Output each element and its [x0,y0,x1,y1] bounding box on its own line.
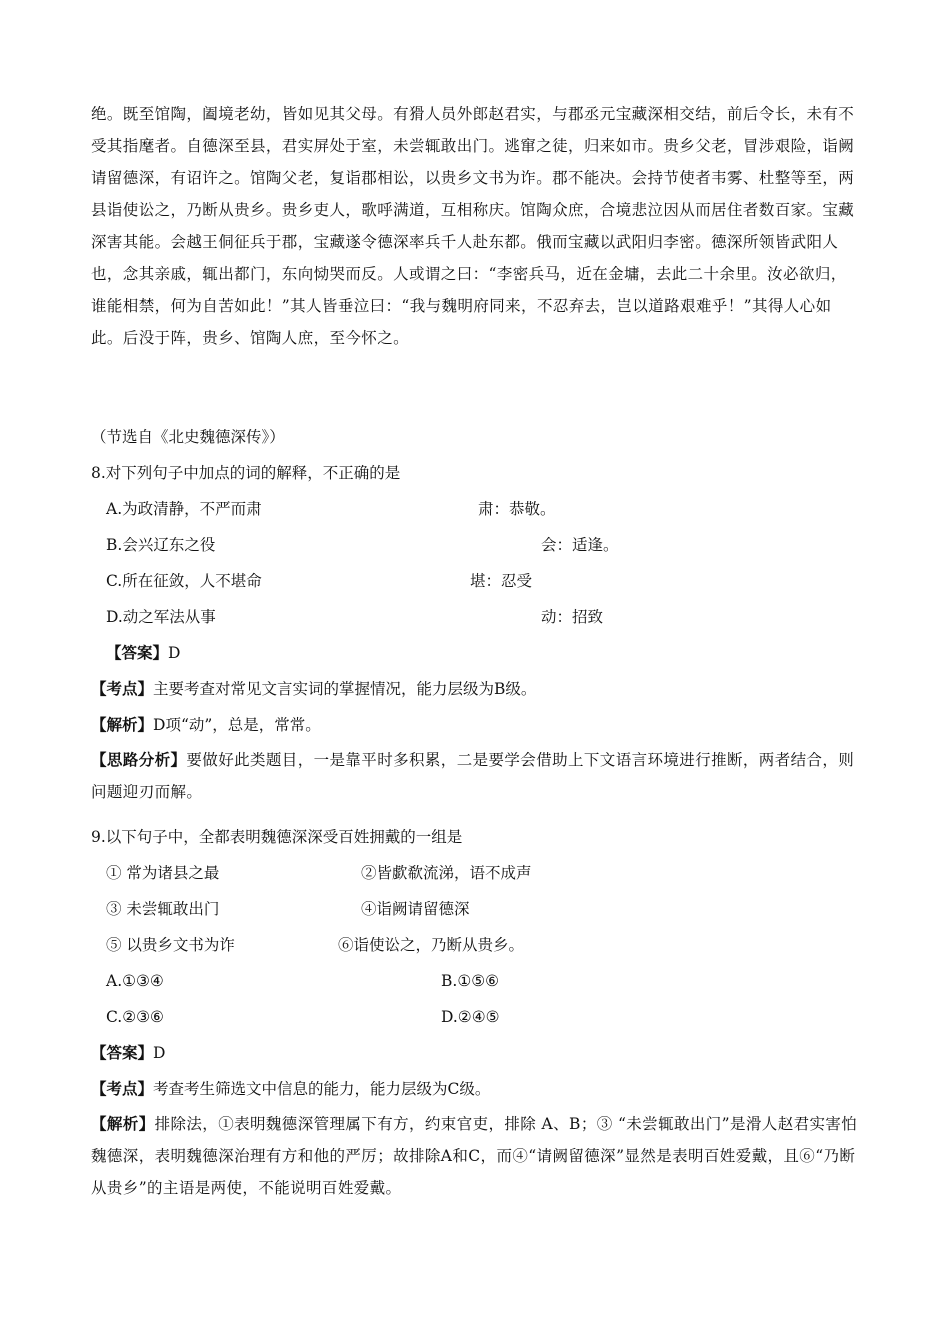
q8-thinking [91,744,861,808]
q8-point [91,679,536,699]
q9-point [91,1079,490,1099]
answer-value: D [168,644,181,662]
q9-item-2: ②皆歔欷流涕，语不成声 [361,864,532,882]
q8-option-d: D.动之军法从事 [106,608,216,626]
q9-stem: 9.以下句子中，全都表明魏德深深受百姓拥戴的一组是 [91,828,463,846]
q9-choice-b: B.①⑤⑥ [441,972,500,990]
q9-choice-d: D.②④⑤ [441,1008,500,1026]
q8-option-d-gloss: 动：招致 [541,608,604,626]
point-text: 考查考生筛选文中信息的能力，能力层级为C级。 [153,1080,491,1098]
point-text: 主要考查对常见文言实词的掌握情况，能力层级为B级。 [153,680,537,698]
answer-label: 【答案】 [106,643,169,662]
q9-item-6: ⑥诣使讼之，乃断从贵乡。 [338,936,525,954]
analysis-text: D项“动”，总是，常常。 [153,716,321,734]
q9-item-1: ① 常为诸县之最 [106,864,220,882]
q8-option-a-gloss: 肃：恭敬。 [478,500,556,518]
q9-choice-c: C.②③⑥ [106,1008,164,1026]
answer-label: 【答案】 [91,1043,154,1062]
q8-stem: 8.对下列句子中加点的词的解释，不正确的是 [91,464,401,482]
q8-answer [106,643,180,663]
point-label: 【考点】 [91,1079,154,1098]
q9-analysis [91,1108,861,1204]
passage-paragraph: 绝。既至馆陶，阖境老幼，皆如见其父母。有猾人员外郎赵君实，与郡丞元宝藏深相交结，前后令长，未有不受其指麾者。自德深至县，君实屏处于室，未尝辄敢出门。逃窜之徒，归来如市。贵乡父老，冒涉艰险，诣阙请留德深，有诏许之。馆陶父老，复诣郡相讼，以贵乡文书为诈。郡不能决。会持节使者韦雾、杜整等至，两县诣使讼之，乃断从贵乡。贵乡吏人，歌呼满道，互相称庆。馆陶众庶，合境悲泣因从而居住者数百家。宝藏深害其能。会越王侗征兵于郡，宝藏遂令德深率兵千人赴东都。俄而宝藏以武阳归李密。德深所领皆武阳人也，念其亲戚，辄出都门，东向恸哭而反。人或谓之曰：“李密兵马，近在金墉，去此二十余里。汝必欲归，谁能相禁，何为自苦如此！”其人皆垂泣曰：“我与魏明府同来，不忍弃去，岂以道路艰难乎！”其得人心如此。后没于阵，贵乡、馆陶人庶，至今怀之。 [91,105,855,347]
analysis-label: 【解析】 [91,715,154,734]
q9-choice-a: A.①③④ [106,972,164,990]
q9-answer [91,1043,165,1063]
q8-option-a: A.为政清静，不严而肃 [106,500,262,518]
analysis-text: 排除法，①表明魏德深管理属下有方，约束官吏，排除 A、B；③ “未尝辄敢出门”是滑人赵君实害怕魏德深，表明魏德深治理有方和他的严厉；故排除A和C，而④“请阙留德深”显然是表明百姓爱戴，且⑥“乃断从贵乡”的主语是两使，不能说明百姓爱戴。 [91,1115,858,1197]
q9-item-3: ③ 未尝辄敢出门 [106,900,220,918]
q8-option-c: C.所在征敛，人不堪命 [106,572,262,590]
analysis-label: 【解析】 [91,1114,155,1133]
passage-source: （节选自《北史魏德深传》） [91,428,285,446]
thinking-label: 【思路分析】 [91,750,187,769]
answer-value: D [153,1044,166,1062]
q8-option-b-gloss: 会：适逢。 [541,536,619,554]
thinking-text: 要做好此类题目，一是靠平时多积累，二是要学会借助上下文语言环境进行推断，两者结合，则问题迎刃而解。 [91,751,855,801]
q8-analysis [91,715,321,735]
q9-item-4: ④诣阙请留德深 [361,900,470,918]
q9-item-5: ⑤ 以贵乡文书为诈 [106,936,235,954]
point-label: 【考点】 [91,679,154,698]
q8-option-c-gloss: 堪：忍受 [470,572,533,590]
q8-option-b: B.会兴辽东之役 [106,536,216,554]
